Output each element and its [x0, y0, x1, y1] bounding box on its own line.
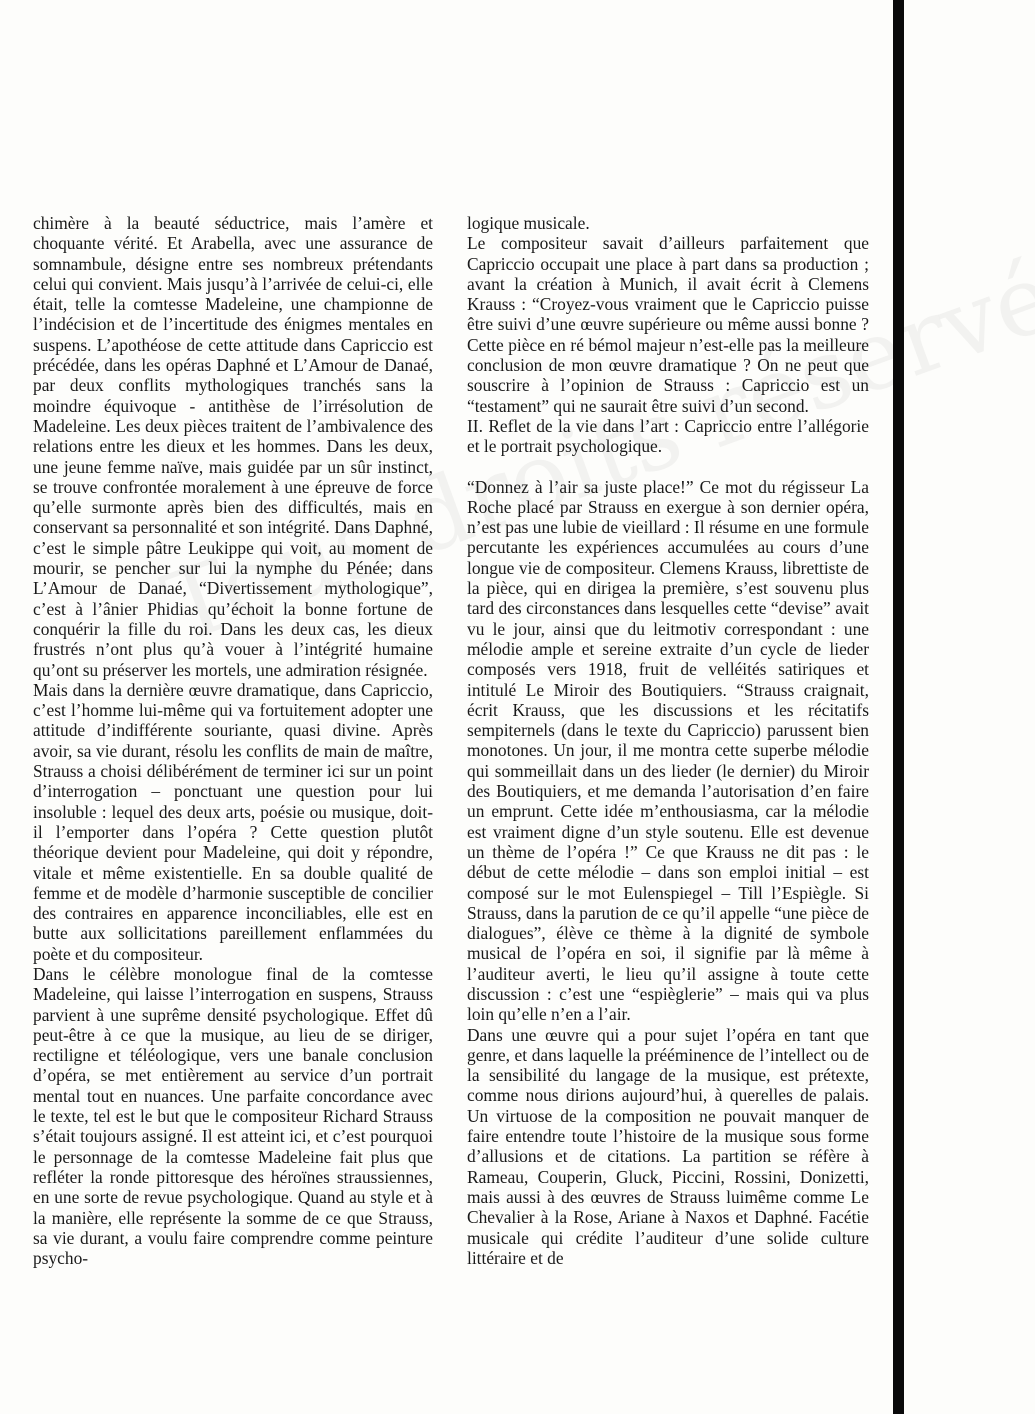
- paragraph: chimère à la beauté séductrice, mais l’amère et choquante vérité. Et Arabella, avec une assurance de somnambule, désigne entre ses nombreux prétendants celui qui convient. Mais jusqu’à l’arrivée de celui-ci, elle était, telle la comtesse Madeleine, une championne de l’indécision et de l’incertitude des énigmes mentales en suspens. L’apothéose de cette attitude dans Capriccio est précédée, dans les opéras Daphné et L’Amour de Danaé, par deux conflits mythologiques tranchés sans la moindre équivoque - antithèse de l’irrésolution de Madeleine. Les deux pièces traitent de l’ambivalence des relations entre les dieux et les hommes. Dans les deux, une jeune femme naïve, mais guidée par un sûr instinct, se trouve confrontée moralement à une épreuve de force qu’elle surmonte après bien des difficultés, mais en conservant sa personnalité et son intégrité. Dans Daphné, c’est le simple pâtre Leukippe qui voit, au moment de mourir, se pencher sur lui la nymphe du Pénée; dans L’Amour de Danaé, “Divertissement mythologique”, c’est à l’ânier Phidias qu’échoit la bonne fortune de conquérir la fille du roi. Dans les deux cas, les dieux frustrés n’ont plus qu’à vouer à l’intégrité humaine qu’ont su préserver les mortels, une admiration résignée.: [33, 213, 433, 680]
- paragraph: Le compositeur savait d’ailleurs parfaitement que Capriccio occupait une place à part dans sa production ; avant la création à Munich, il avait écrit à Clemens Krauss : “Croyez-vous vraiment que le Capriccio puisse être suivi d’une œuvre supérieure ou même aussi bonne ? Cette pièce en ré bémol majeur n’est-elle pas la meilleure conclusion de mon œuvre dramatique ? On ne peut que souscrire à l’opinion de Strauss : Capriccio est un “testament” qui ne saurait être suivi d’un second.: [467, 233, 869, 416]
- paragraph: “Donnez à l’air sa juste place!” Ce mot du régisseur La Roche placé par Strauss en exergue à son dernier opéra, n’est pas une lubie de vieillard : Il résume en une formule percutante les expériences accumulées au cours d’une longue vie de compositeur. Clemens Krauss, librettiste de la pièce, qui en dirigea la première, s’est souvenu plus tard des circonstances dans lesquelles cette “devise” avait vu le jour, ainsi que du leitmotiv correspondant : une mélodie ample et sereine extraite d’un cycle de lieder composés vers 1918, fruit de velléités satiriques et intitulé Le Miroir des Boutiquiers. “Strauss craignait, écrit Krauss, que les discussions et les récitatifs sempiternels (dans le texte du Capriccio) parussent bien monotones. Un jour, il me montra cette superbe mélodie qui sommeillait dans un des lieder (le dernier) du Miroir des Boutiquiers, et me demanda l’autorisation d’en faire un emprunt. Cette idée m’enthousiasma, car la mélodie est vraiment digne d’un style soutenu. Elle est devenue un thème de l’opéra !” Ce que Krauss ne dit pas : le début de cette mélodie – dans son emploi initial – est composé sur le mot Eulenspiegel – Till l’Espiègle. Si Strauss, dans la parution de ce qu’il appelle “une pièce de dialogues”, élève ce thème à la dignité de symbole musical de l’opéra en soi, il signifie par là même à l’auditeur averti, le lieu qu’il assigne à toute cette discussion : c’est une “espièglerie” – mais qui va plus loin qu’elle n’en a l’air.: [467, 476, 869, 1025]
- page-edge-bar: [893, 0, 904, 1414]
- paragraph: Dans une œuvre qui a pour sujet l’opéra en tant que genre, et dans laquelle la prééminence de l’intellect ou de la sensibilité du langage de la musique, est prétexte, comme nous dirions aujourd’hui, à querelles de palais. Un virtuose de la composition ne pouvait manquer de faire entendre toute l’histoire de la musique sous forme d’allusions et de citations. La partition se réfère à Rameau, Couperin, Gluck, Piccini, Rossini, Donizetti, mais aussi à des œuvres de Strauss luimême comme Le Chevalier à la Rose, Ariane à Naxos et Daphné. Facétie musicale qui crédite l’auditeur d’une solide culture littéraire et de: [467, 1024, 869, 1268]
- section-heading: II. Reflet de la vie dans l’art : Capriccio entre l’allégorie et le portrait psychologique.: [467, 415, 869, 457]
- right-column: [467, 213, 869, 1268]
- paragraph: logique musicale.: [467, 213, 590, 233]
- left-column: [33, 213, 433, 1268]
- paragraph: Dans le célèbre monologue final de la comtesse Madeleine, qui laisse l’interrogation en suspens, Strauss parvient à une suprême densité psychologique. Effet dû peut-être à ce que la musique, au lieu de se diriger, rectiligne et téléologique, vers une banale conclusion d’opéra, se met entièrement au service d’un portrait mental tout en nuances. Une parfaite concordance avec le texte, tel est le but que le compositeur Richard Strauss s’était toujours assigné. Il est atteint ici, et c’est pourquoi le personnage de la comtesse Madeleine fait plus que refléter la ronde pittoresque des héroïnes straussiennes, en une sorte de revue psychologique. Quand au style et à la manière, elle représente la somme de ce que Strauss, sa vie durant, a voulu faire comprendre comme peinture psycho-: [33, 963, 433, 1269]
- paragraph: Mais dans la dernière œuvre dramatique, dans Capriccio, c’est l’homme lui-même qui va fortuitement adopter une attitude d’indifférente souriante, quasi divine. Après avoir, sa vie durant, résolu les conflits de main de maître, Strauss a choisi délibérément de terminer ici sur un point d’interrogation – ponctuant une question pour lui insoluble : lequel des deux arts, poésie ou musique, doit-il l’emporter dans l’opéra ? Cette question plutôt théorique devient pour Madeleine, qui doit y répondre, vitale et même existentielle. En sa double qualité de femme et de modèle d’harmonie susceptible de concilier des contraires en apparence inconciliables, elle est en butte aux sollicitations pareillement enflammées du poète et du compositeur.: [33, 679, 433, 964]
